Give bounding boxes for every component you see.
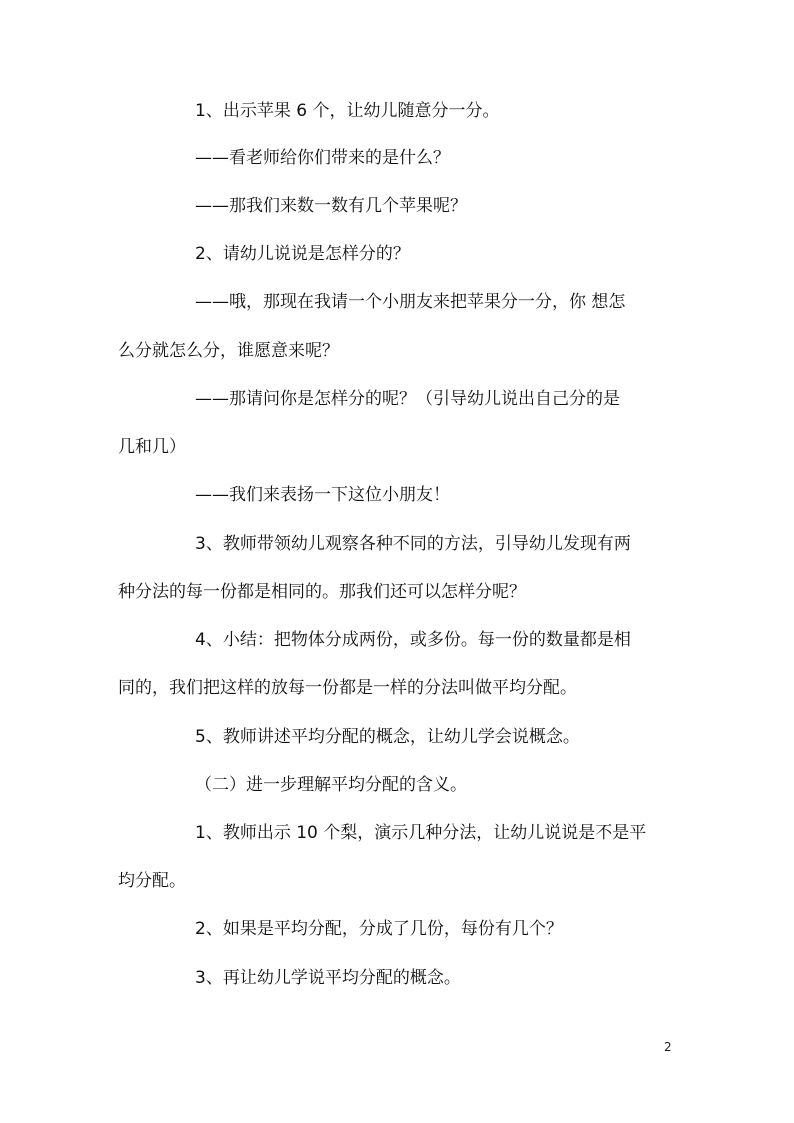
text-line: 3、再让幼儿学说平均分配的概念。 [195,968,461,988]
text-line: ——那请问你是怎样分的呢？（引导幼儿说出自己分的是 [195,389,620,409]
text-line: 几和几） [118,437,186,457]
text-line: 5、教师讲述平均分配的概念，让幼儿学会说概念。 [195,727,580,747]
page-number: 2 [664,1040,672,1054]
text-line: ——哦，那现在我请一个小朋友来把苹果分一分，你 想怎 [195,292,626,312]
text-line: 同的，我们把这样的放每一份都是一样的分法叫做平均分配。 [118,678,577,698]
text-line: 3、教师带领幼儿观察各种不同的方法，引导幼儿发现有两 [195,534,631,554]
text-line: 么分就怎么分，谁愿意来呢？ [118,341,339,361]
text-line: 均分配。 [118,871,186,891]
text-line: ——我们来表扬一下这位小朋友！ [195,485,450,505]
text-line: 1、出示苹果 6 个，让幼儿随意分一分。 [195,101,500,121]
text-line: 4、小结：把物体分成两份，或多份。每一份的数量都是相 [195,630,631,650]
text-line: 2、如果是平均分配，分成了几份，每份有几个？ [195,919,563,939]
section-heading: （二）进一步理解平均分配的含义。 [195,775,467,795]
text-line: 1、教师出示 10 个梨，演示几种分法，让幼儿说说是不是平 [195,823,647,843]
text-line: ——那我们来数一数有几个苹果呢？ [195,196,467,216]
text-line: 2、请幼儿说说是怎样分的？ [195,244,410,264]
text-line: ——看老师给你们带来的是什么？ [195,148,450,168]
text-line: 种分法的每一份都是相同的。那我们还可以怎样分呢？ [118,582,526,602]
